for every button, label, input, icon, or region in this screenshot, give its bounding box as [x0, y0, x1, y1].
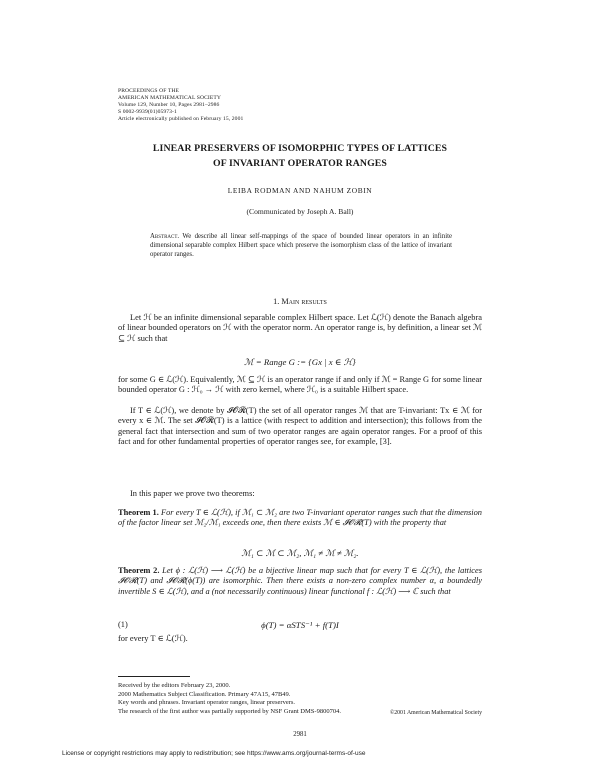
footnote-divider: [118, 676, 190, 677]
communicated-by: (Communicated by Joseph A. Ball): [246, 207, 354, 216]
paragraph-2: for some G ∈ ℒ(ℋ). Equivalently, ℳ ⊆ ℋ is an operator range if and only if ℳ = Range G for some linear bounded operator G : ℋ₀ → ℋ with zero kernel, where ℋ₀ is a suitable Hilbert space.: [118, 375, 482, 395]
publication-date: Article electronically published on February 15, 2001: [118, 115, 244, 122]
journal-header: [118, 88, 418, 123]
abstract-text: We describe all linear self-mappings of the space of bounded linear operators in an infinite dimensional separable complex Hilbert space which preserve the isomorphism class of the lattice of invariant operator ranges.: [150, 233, 452, 258]
authors: LEIBA RODMAN AND NAHUM ZOBIN: [227, 186, 373, 195]
section-heading: 1. Main results: [273, 297, 327, 306]
theorem-1: [118, 508, 482, 529]
license-notice: License or copyright restrictions may apply to redistribution; see https://www.ams.org/journal-terms-of-use: [62, 750, 366, 757]
theorem-1-equation: ℳ₁ ⊂ ℳ ⊂ ℳ₂, ℳ₁ ≠ ℳ ≠ ℳ₂.: [241, 548, 359, 558]
volume-info: Volume 129, Number 10, Pages 2981–2986: [118, 101, 220, 108]
equation-number-1: (1): [118, 620, 128, 629]
keywords-note: Key words and phrases. Invariant operator ranges, linear preservers.: [118, 699, 296, 707]
theorem-2: [118, 566, 482, 597]
paragraph-1: Let ℋ be an infinite dimensional separable complex Hilbert space. Let ℒ(ℋ) denote the Banach algebra of linear bounded operators on ℋ with the operator norm. An operator range is, by definition, a linear set ℳ ⊆ ℋ such that: [118, 313, 482, 343]
copyright: ©2001 American Mathematical Society: [389, 710, 482, 716]
paragraph-3: If T ∈ ℒ(ℋ), we denote by 𝓘𝓞𝓡(T) the set of all operator ranges ℳ that are T-invariant: Tx ∈ ℳ for every x ∈ ℳ. The set 𝓘𝓞𝓡(T) is a lattice (with respect to addition and intersection); this follows from the general fact that intersection and sum of two operator ranges are again operator ranges. For a proof of this fact and for other fundamental properties of operator ranges see, for example, [3].: [118, 406, 482, 447]
paragraph-4: In this paper we prove two theorems:: [130, 489, 255, 498]
received-note: Received by the editors February 23, 2000.: [118, 682, 231, 689]
theorem-2-text: Let ϕ : ℒ(ℋ) ⟶ ℒ(ℋ) be a bijective linear map such that for every T ∈ ℒ(ℋ), the lattices 𝓘𝓞𝓡(T) and 𝓘𝓞𝓡(ϕ(T)) are isomorphic. Then there exists a non-zero complex number α, a boundedly invertible S ∈ ℒ(ℋ), and a (not necessarily continuous) linear functional f : ℒ(ℋ) ⟶ ℂ such that: [118, 566, 482, 596]
support-note: The research of the first author was partially supported by NSF Grant DMS-9800704.: [118, 708, 341, 716]
article-id: S 0002-9939(01)05973-1: [118, 108, 177, 115]
theorem-2-label: Theorem 2.: [118, 566, 160, 575]
theorem-2-after: for every T ∈ ℒ(ℋ).: [118, 634, 188, 643]
title-line1: LINEAR PRESERVERS OF ISOMORPHIC TYPES OF LATTICES: [152, 143, 448, 154]
theorem-1-text: For every T ∈ ℒ(ℋ), if ℳ₁ ⊂ ℳ₂ are two T-invariant operator ranges such that the dimension of the factor linear set ℳ₂/ℳ₁ exceeds one, then there exists ℳ ∈ 𝓘𝓞𝓡(T) with the property that: [118, 508, 482, 528]
theorem-2-equation: ϕ(T) = αSTS⁻¹ + f(T)I: [261, 620, 339, 630]
theorem-1-label: Theorem 1.: [118, 508, 159, 517]
title-line2: OF INVARIANT OPERATOR RANGES: [212, 158, 387, 169]
msc-note: 2000 Mathematics Subject Classification. Primary 47A15, 47B49.: [118, 690, 291, 698]
paper-title: [100, 141, 500, 171]
abstract: [150, 232, 452, 259]
journal-name-line1: PROCEEDINGS OF THE: [118, 88, 180, 94]
page-number: 2981: [293, 731, 307, 738]
abstract-label: Abstract.: [150, 233, 180, 240]
equation-range: ℳ = Range G := {Gx | x ∈ ℋ}: [244, 357, 356, 367]
journal-name-line2: AMERICAN MATHEMATICAL SOCIETY: [118, 94, 222, 101]
